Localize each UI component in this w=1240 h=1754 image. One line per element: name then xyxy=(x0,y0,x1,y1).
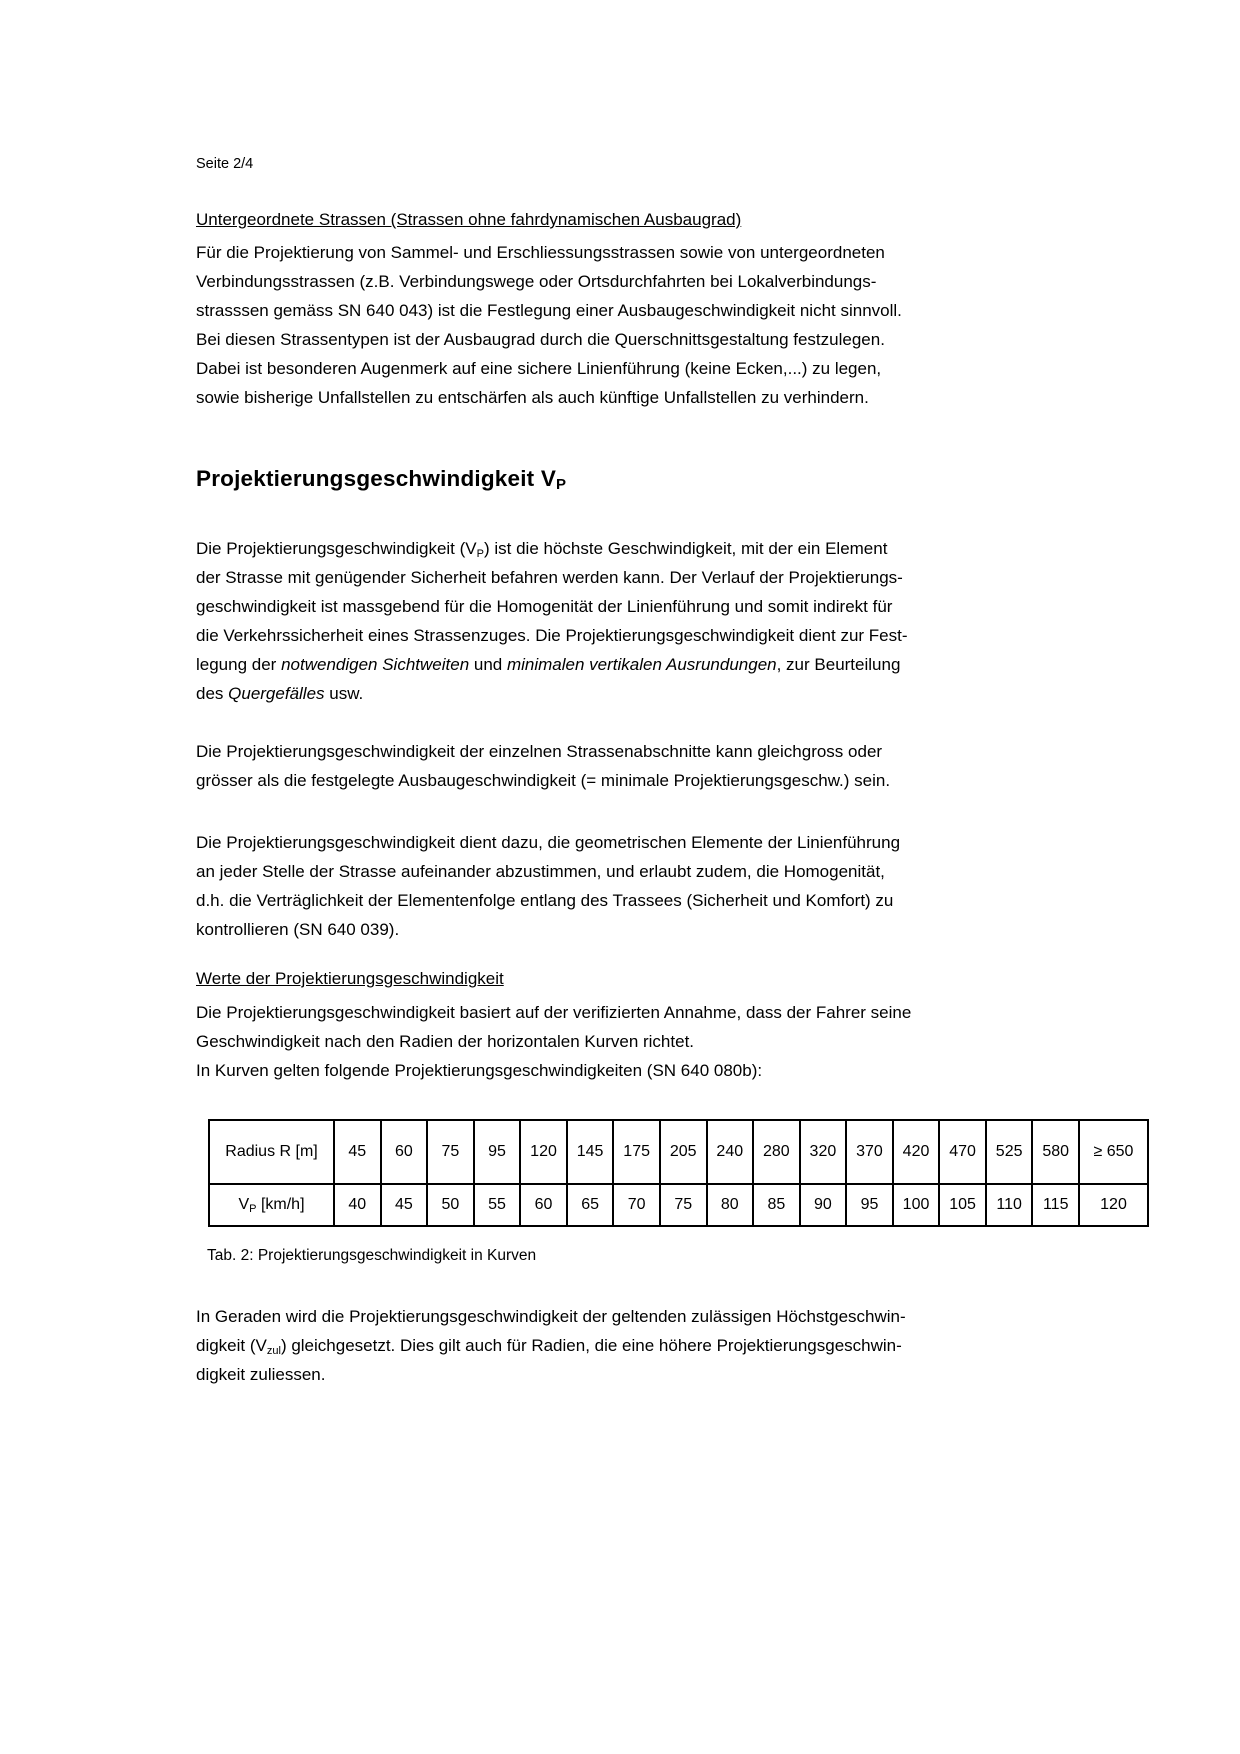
text-line: Die Projektierungsgeschwindigkeit basiert auf der verifizierten Annahme, dass der Fahrer seine xyxy=(196,1003,912,1022)
text-run: legung der xyxy=(196,655,282,674)
table-cell: 60 xyxy=(520,1184,567,1226)
text-line: der Strasse mit genügender Sicherheit befahren werden kann. Der Verlauf der Projektierungs- xyxy=(196,568,903,587)
text-line: Für die Projektierung von Sammel- und Erschliessungsstrassen sowie von untergeordneten xyxy=(196,243,885,262)
text-line: geschwindigkeit ist massgebend für die Homogenität der Linienführung und somit indirekt für xyxy=(196,597,893,616)
text-line: Die Projektierungsgeschwindigkeit der einzelnen Strassenabschnitte kann gleichgross oder xyxy=(196,742,883,761)
heading-untergeordnete-strassen: Untergeordnete Strassen (Strassen ohne fahrdynamischen Ausbaugrad) xyxy=(196,210,742,229)
table-caption: Tab. 2: Projektierungsgeschwindigkeit in Kurven xyxy=(207,1247,537,1264)
italic-run: minimalen vertikalen Ausrundungen xyxy=(506,655,777,674)
paragraph-untergeordnete-strassen xyxy=(196,238,902,412)
text-line: strasssen gemäss SN 640 043) ist die Festlegung einer Ausbaugeschwindigkeit nicht sinnvoll. xyxy=(196,301,902,320)
table-cell: 80 xyxy=(707,1184,754,1226)
text-run: V xyxy=(238,1196,250,1213)
heading-main-text: Projektierungsgeschwindigkeit V xyxy=(196,466,557,491)
table-cell: 50 xyxy=(427,1184,474,1226)
table-cell: 280 xyxy=(753,1120,800,1184)
radius-row xyxy=(209,1120,1148,1184)
text-line xyxy=(196,534,908,563)
table-cell: 105 xyxy=(939,1184,986,1226)
table-cell: 85 xyxy=(753,1184,800,1226)
paragraph-zweck xyxy=(196,828,900,944)
text-run: des xyxy=(196,684,229,703)
table-cell: 580 xyxy=(1032,1120,1079,1184)
table-cell: 120 xyxy=(520,1120,567,1184)
heading-projektierungsgeschwindigkeit xyxy=(196,466,566,492)
subscript-p: P xyxy=(476,548,484,560)
heading-werte: Werte der Projektierungsgeschwindigkeit xyxy=(196,969,504,988)
page-number: Seite 2/4 xyxy=(196,156,254,172)
table-cell: 95 xyxy=(846,1184,893,1226)
speed-label-cell xyxy=(209,1184,334,1226)
text-run: , zur Beurteilung xyxy=(776,655,901,674)
paragraph-werte xyxy=(196,998,911,1085)
text-line: Geschwindigkeit nach den Radien der horizontalen Kurven richtet. xyxy=(196,1032,695,1051)
text-line: an jeder Stelle der Strasse aufeinander abzustimmen, und erlaubt zudem, die Homogenität, xyxy=(196,862,885,881)
text-line: grösser als die festgelegte Ausbaugeschwindigkeit (= minimale Projektierungsgeschw.) sein. xyxy=(196,771,891,790)
text-line: kontrollieren (SN 640 039). xyxy=(196,920,400,939)
text-line: Bei diesen Strassentypen ist der Ausbaugrad durch die Querschnittsgestaltung festzulegen. xyxy=(196,330,885,349)
table-cell: 60 xyxy=(381,1120,428,1184)
table-cell: 240 xyxy=(707,1120,754,1184)
table-cell: ≥ 650 xyxy=(1079,1120,1148,1184)
table-cell: 95 xyxy=(474,1120,521,1184)
heading-subscript-p: P xyxy=(556,476,567,493)
text-run: ) gleichgesetzt. Dies gilt auch für Radien, die eine höhere Projektierungsgeschwin- xyxy=(280,1336,902,1355)
speed-table-container xyxy=(208,1119,1149,1227)
table-cell: 320 xyxy=(800,1120,847,1184)
table-cell: 370 xyxy=(846,1120,893,1184)
table-cell: 70 xyxy=(613,1184,660,1226)
radius-label-cell: Radius R [m] xyxy=(209,1120,334,1184)
table-cell: 420 xyxy=(893,1120,940,1184)
text-line: Verbindungsstrassen (z.B. Verbindungswege oder Ortsdurchfahrten bei Lokalverbindungs- xyxy=(196,272,877,291)
table-cell: 175 xyxy=(613,1120,660,1184)
table-cell: 75 xyxy=(427,1120,474,1184)
text-line xyxy=(196,650,908,679)
text-run: Die Projektierungsgeschwindigkeit (V xyxy=(196,539,477,558)
text-line: Dabei ist besonderen Augenmerk auf eine sichere Linienführung (keine Ecken,...) zu legen, xyxy=(196,359,882,378)
table-cell: 55 xyxy=(474,1184,521,1226)
text-run: usw. xyxy=(324,684,364,703)
text-line: In Geraden wird die Projektierungsgeschwindigkeit der geltenden zulässigen Höchstgeschwin- xyxy=(196,1307,906,1326)
text-run: und xyxy=(469,655,507,674)
table-cell: 45 xyxy=(381,1184,428,1226)
table-cell: 205 xyxy=(660,1120,707,1184)
italic-run: Quergefälles xyxy=(228,684,325,703)
table-cell: 65 xyxy=(567,1184,614,1226)
paragraph-gleichgross xyxy=(196,737,890,795)
text-line: d.h. die Verträglichkeit der Elementenfolge entlang des Trassees (Sicherheit und Komfort) zu xyxy=(196,891,894,910)
text-run: ) ist die höchste Geschwindigkeit, mit der ein Element xyxy=(483,539,888,558)
text-line: sowie bisherige Unfallstellen zu entschärfen als auch künftige Unfallstellen zu verhindern. xyxy=(196,388,869,407)
table-cell: 525 xyxy=(986,1120,1033,1184)
text-line: In Kurven gelten folgende Projektierungsgeschwindigkeiten (SN 640 080b): xyxy=(196,1061,763,1080)
speed-table xyxy=(208,1119,1149,1227)
text-line: Die Projektierungsgeschwindigkeit dient dazu, die geometrischen Elemente der Linienführung xyxy=(196,833,901,852)
table-cell: 470 xyxy=(939,1120,986,1184)
table-cell: 100 xyxy=(893,1184,940,1226)
table-cell: 45 xyxy=(334,1120,381,1184)
table-cell: 75 xyxy=(660,1184,707,1226)
table-cell: 90 xyxy=(800,1184,847,1226)
text-line xyxy=(196,1331,906,1360)
speed-row xyxy=(209,1184,1148,1226)
paragraph-definition xyxy=(196,534,908,708)
subscript-p: P xyxy=(249,1203,257,1215)
table-cell: 120 xyxy=(1079,1184,1148,1226)
text-run: [km/h] xyxy=(256,1196,305,1213)
text-run: digkeit (V xyxy=(196,1336,267,1355)
table-cell: 110 xyxy=(986,1184,1033,1226)
subscript-zul: zul xyxy=(266,1345,281,1357)
paragraph-geraden xyxy=(196,1302,906,1389)
text-line xyxy=(196,679,908,708)
table-cell: 145 xyxy=(567,1120,614,1184)
table-cell: 115 xyxy=(1032,1184,1079,1226)
text-line: die Verkehrssicherheit eines Strassenzuges. Die Projektierungsgeschwindigkeit dient zur Fest- xyxy=(196,626,908,645)
table-cell: 40 xyxy=(334,1184,381,1226)
text-line: digkeit zuliessen. xyxy=(196,1365,326,1384)
italic-run: notwendigen Sichtweiten xyxy=(281,655,470,674)
